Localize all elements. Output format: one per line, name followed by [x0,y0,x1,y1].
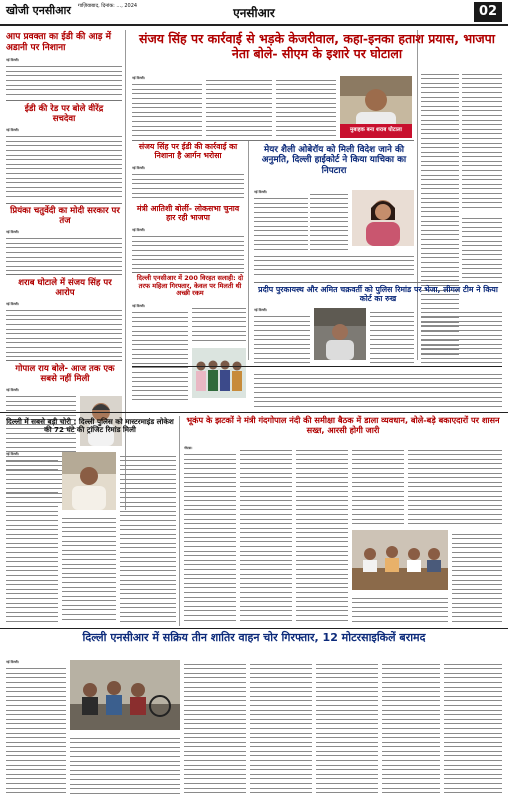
headline-sub1: संजय सिंह पर ईडी की कार्रवाई का निशाना है आर्गन भरोसा [138,142,238,161]
story-lead: नई दिल्ली। [6,388,20,392]
story-sub3-col2 [192,304,246,344]
story-sub3-col3 [254,370,502,410]
story-priyanka [6,230,122,272]
story-lead: नई दिल्ली। [132,304,146,308]
story-sharab [6,302,122,358]
section-divider [0,628,508,629]
story-aap-adani [6,58,122,96]
story-quake-col7 [352,594,448,624]
story-sub3-col1 [132,304,188,404]
minister-meeting-photo [352,530,448,590]
story-quake-col3 [296,446,348,624]
story-lead: नई दिल्ली। [254,190,268,194]
headline-sub3: दिल्ली एनसीआर में 200 विरहत सलाही: दो तरफ महिला गिरफ्तार, केवल पर मिलती थी अच्छी रकम [136,274,244,298]
story-divider [6,203,122,204]
story-lead: नई दिल्ली। [6,452,20,456]
story-lead: नई दिल्ली। [6,660,20,664]
column-rule [248,140,249,360]
story-quake-col5 [408,446,502,526]
story-sub1 [132,166,244,198]
story-divider [6,100,122,101]
story-lead: नई दिल्ली। [132,166,146,170]
mayor-shelly-oberoi-photo [352,190,414,246]
story-lead: नई दिल्ली। [6,58,20,62]
story-sachdeva [6,128,122,200]
main-story-col1 [132,76,202,138]
story-lead: नई दिल्ली। [6,230,20,234]
story-lead: नई दिल्ली। [6,302,20,306]
story-mayor-col2 [310,190,348,250]
story-quake-col6 [452,530,502,624]
section-title: एनसीआर [233,6,275,20]
story-vehicle-col3 [184,660,246,796]
story-vehicle-col6 [382,660,440,796]
story-lead: नई दिल्ली। [132,76,146,80]
dateline: गाज़ियाबाद, दिनांक: ..., 2024 [78,3,138,9]
headline-gopal: गोपाल राय बोले- आज तक एक सबसे नहीं मिली [15,364,115,385]
story-mayor-col1 [254,190,308,250]
main-headline: संजय सिंह पर कार्रवाई से भड़के केजरीवाल, कहा-इनका हताश प्रयास, भाजपा नेता बोले- सीएम के इशारे पर घोटाला [139,31,495,61]
story-divider [132,272,244,273]
theft-suspect-photo [62,452,116,510]
headline-aap-adani: आप प्रवक्ता का ईडी की आड़ में अडानी पर निशाना [6,32,111,53]
main-story-col6 [462,214,502,280]
story-newsclick-col3 [421,308,502,364]
story-divider [254,282,502,283]
headline-newsclick: प्रदीप पुरकायस्थ और अमित चक्रवर्ती को पुलिस रिमांड पर भेजा, लीगल टीम ने किया कोर्ट का रुख [258,285,498,304]
headline-mayor: मेयर शैली ओबेरॉय को मिली विदेश जाने की अनुमति, दिल्ली हाईकोर्ट ने किया याचिका का निपटारा [261,145,407,176]
story-theft-col3 [120,452,176,624]
newsclick-photo [314,308,366,360]
story-vehicle-col2 [70,734,180,796]
story-quake-col4 [352,446,404,526]
column-rule [179,416,180,626]
main-story-col2 [206,76,272,138]
story-lead: नई दिल्ली। [254,308,268,312]
section-divider [0,412,508,413]
story-vehicle-col5 [316,660,378,796]
arrested-thieves-photo [70,660,180,730]
story-quake-col2 [240,446,292,624]
story-lead: नई दिल्ली। [6,128,20,132]
headline-sharab: शराब घोटाले में संजय सिंह पर आरोप [18,278,112,299]
sanjay-singh-photo [340,76,412,138]
story-newsclick-col1 [254,308,310,364]
column-rule [125,30,126,510]
column-rule [417,30,418,360]
headline-biggest-theft: दिल्ली में सबसे बड़ी चोरी : दिल्ली पुलिस को मास्टरमाइंड लोकेश की 72 घंटे की ट्रांजिट रिमांड मिली [6,417,174,435]
headline-vehicle-thieves: दिल्ली एनसीआर में सक्रिय तीन शातिर वाहन चोर गिरफ्तार, 12 मोटरसाइकिलें बरामद [82,631,426,644]
headline-sachdeva: ईडी की रेड पर बोले वीरेंद्र सचदेवा [24,104,104,125]
story-vehicle-col1 [6,660,66,796]
page-header [0,0,508,26]
story-quake-col1 [184,446,236,624]
headline-quake: भूकंप के झटकों ने मंत्री गंदगोपाल नंदी की समीक्षा बैठक में डाला व्यवधान, बोले-बड़े बकाएदारों पर शासन सख्त, आरसी होगी जारी [186,415,500,435]
headline-sub2: मंत्री आतिशी बोलीं- लोकसभा चुनाव हार रही भाजपा [136,204,240,223]
section-divider [132,366,502,367]
story-sub2 [132,228,244,270]
story-theft-col2 [62,514,116,624]
main-story-col3 [276,76,336,138]
story-divider [6,360,122,361]
story-theft-col1 [6,452,58,622]
arrested-group-photo [192,348,246,398]
story-vehicle-col7 [444,660,502,796]
story-vehicle-col4 [250,660,312,796]
story-lead: नई दिल्ली। [132,228,146,232]
main-story-col5 [462,70,502,210]
photo-caption-banner: मुबाहक बना शराब घोटाला [350,127,402,133]
story-lead: नोएडा। [184,446,193,450]
masthead: खोजी एनसीआर [6,4,71,17]
story-newsclick-col2 [370,308,414,364]
page-number: 02 [474,2,502,22]
story-divider [132,140,414,141]
story-divider [6,274,122,275]
headline-priyanka: प्रियंका चतुर्वेदी का मोदी सरकार पर तंज [10,206,120,227]
story-mayor-col3 [254,252,414,278]
